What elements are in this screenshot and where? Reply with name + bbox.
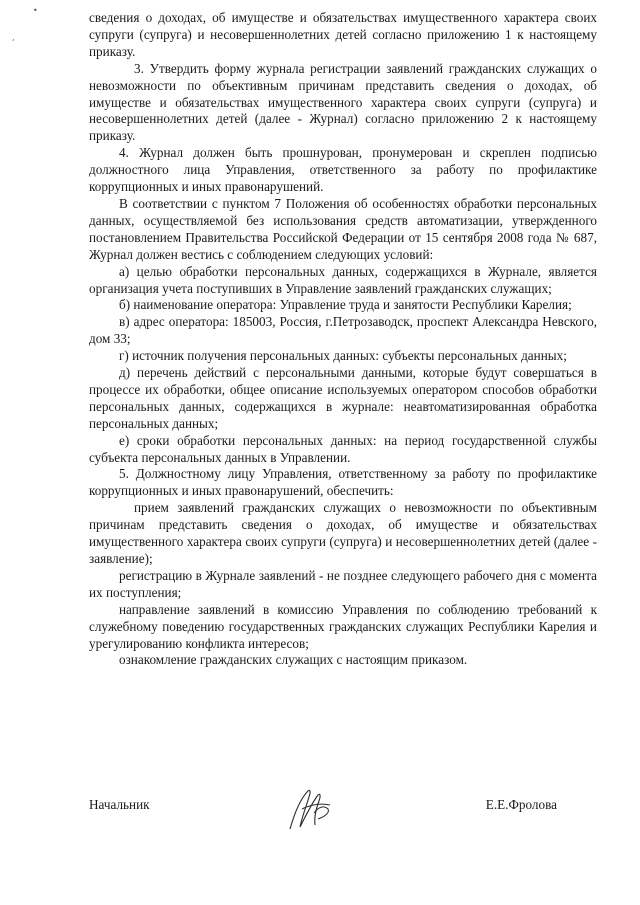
- paragraph-9: е) сроки обработки персональных данных: на период государственной службы субъекта персональных данных в Управлении.: [89, 432, 597, 465]
- signature-block: [89, 795, 597, 845]
- signatory-title: Начальник: [89, 797, 150, 812]
- paragraph-13: направление заявлений в комиссию Управления по соблюдению требований к служебному поведению государственных гражданских служащих Республики Карелия и урегулированию конфликта интересов;: [89, 601, 597, 651]
- paragraph-6: в) адрес оператора: 185003, Россия, г.Петрозаводск, проспект Александра Невского, дом 33;: [89, 314, 597, 347]
- document-body: [89, 10, 597, 669]
- handwritten-signature-icon: [284, 785, 334, 833]
- paragraph-7: г) источник получения персональных данных: субъекты персональных данных;: [119, 348, 567, 364]
- paragraph-0: сведения о доходах, об имуществе и обязательствах имущественного характера своих супруги (супруга) и несовершеннолетних детей согласно приложению 1 к настоящему приказу.: [89, 10, 597, 59]
- paragraph-8: д) перечень действий с персональными данными, которые будут совершаться в процессе их обработки, общее описание используемых оператором способов обработки персональных данных, содержащихся в журнале: неавтоматизированная обработка персональных данных;: [89, 365, 597, 431]
- paragraph-11: прием заявлений гражданских служащих о невозможности по объективным причинам представить сведения о доходах, об имуществе и обязательствах имущественного характера своих супруги (супруга) и несовершеннолетних детей (далее - заявление);: [89, 500, 597, 566]
- signatory-name: Е.Е.Фролова: [485, 797, 557, 812]
- scan-tick-mark: ‘: [12, 38, 15, 47]
- paragraph-12: регистрацию в Журнале заявлений - не позднее следующего рабочего дня с момента их поступления;: [89, 567, 597, 600]
- paragraph-5: б) наименование оператора: Управление труда и занятости Республики Карелия;: [119, 297, 572, 313]
- paragraph-3: В соответствии с пунктом 7 Положения об особенностях обработки персональных данных, осуществляемой без использования средств автоматизации, утвержденного постановлением Правительства Российской Федерации от 15 сентября 2008 года № 687, Журнал должен вестись с соблюдением следующих условий:: [89, 195, 597, 262]
- paragraph-2: 4. Журнал должен быть прошнурован, пронумерован и скреплен подписью должностного лица Управления, ответственного за работу по профилактике коррупционных и иных правонарушений.: [89, 145, 597, 195]
- paragraph-4: а) целью обработки персональных данных, содержащихся в Журнале, является организация учета поступивших в Управление заявлений гражданских служащих;: [89, 263, 597, 296]
- scan-dot-mark: •: [33, 6, 38, 15]
- paragraph-1: 3. Утвердить форму журнала регистрации заявлений гражданских служащих о невозможности по объективным причинам представить сведения о доходах, об имуществе и обязательствах имущественного характера своих супруги (супруга) и несовершеннолетних детей (далее - Журнал) согласно приложению 2 к настоящему приказу.: [89, 60, 597, 144]
- paragraph-10: 5. Должностному лицу Управления, ответственному за работу по профилактике коррупционных и иных правонарушений, обеспечить:: [89, 466, 597, 499]
- paragraph-14: ознакомление гражданских служащих с настоящим приказом.: [119, 652, 468, 668]
